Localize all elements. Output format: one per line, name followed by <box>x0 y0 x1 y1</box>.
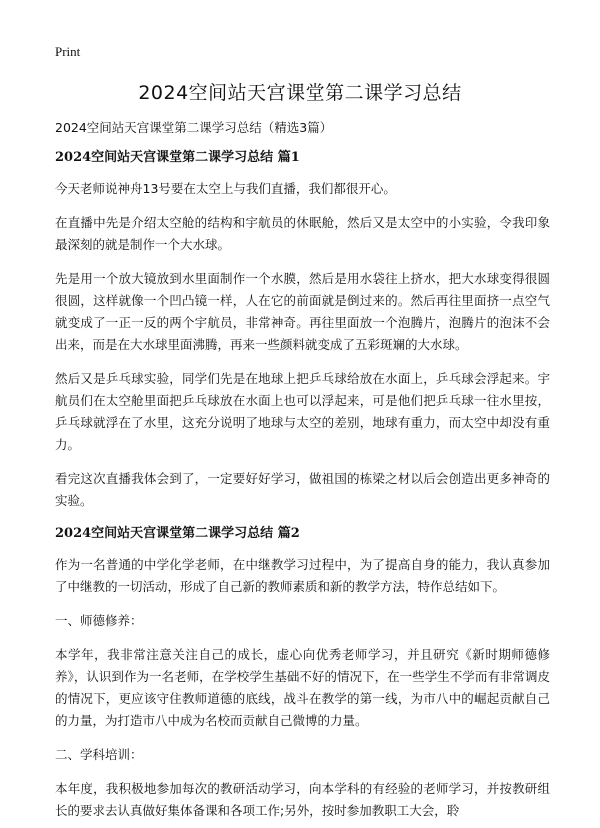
document-body <box>55 118 550 828</box>
page-title: 2024空间站天宫课堂第二课学习总结 <box>138 82 462 104</box>
paragraph: 先是用一个放大镜放到水里面制作一个水膜，然后是用水袋往上挤水，把大水球变得很圆很圆，这样就像一个凹凸镜一样，人在它的前面就是倒过来的。然后再往里面挤一点空气就变成了一正一反的两个宇航员，非常神奇。再往里面放一个泡腾片，泡腾片的泡沫不会出来，而是在大水球里面沸腾，再来一些颜料就变成了五彩斑斓的大水球。 <box>55 271 550 352</box>
print-link[interactable]: Print <box>55 44 81 59</box>
paragraph: 作为一名普通的中学化学老师，在中继教学习过程中，为了提高自身的能力，我认真参加了中继教的一切活动，形成了自己新的教师素质和新的教学方法，特作总结如下。 <box>55 557 550 594</box>
paragraph: 本年度，我积极地参加每次的教研活动学习，向本学科的有经验的老师学习，并按教研组长的要求去认真做好集体备课和各项工作;另外，按时参加教职工大会，聆 <box>55 781 550 818</box>
paragraph: 本学年，我非常注意关注自己的成长，虚心向优秀老师学习，并且研究《新时期师德修养》，认识到作为一名老师，在学校学生基础不好的情况下，在一些学生不学而有非常调皮的情况下，更应该守住教师道德的底线，战斗在教学的第一线，为市八中的崛起贡献自己的力量，为打造市八中成为名校而贡献自己微博的力量。 <box>55 647 550 728</box>
document-subtitle: 2024空间站天宫课堂第二课学习总结（精选3篇） <box>55 120 333 135</box>
paragraph: 今天老师说神舟13号要在太空上与我们直播，我们都很开心。 <box>55 181 396 196</box>
section-heading-1: 2024空间站天宫课堂第二课学习总结 篇1 <box>55 150 300 165</box>
paragraph: 看完这次直播我体会到了，一定要好好学习，做祖国的栋梁之材以后会创造出更多神奇的实验。 <box>55 471 550 508</box>
subsection-label: 二、学科培训： <box>55 747 143 762</box>
paragraph: 然后又是乒乓球实验，同学们先是在地球上把乒乓球给放在水面上，乒乓球会浮起来。宇航员们在太空舱里面把乒乓球放在水面上也可以浮起来，可是他们把乒乓球一往水里按，乒乓球就浮在了水里，这充分说明了地球与太空的差别，地球有重力，而太空中却没有重力。 <box>55 371 550 452</box>
subsection-label: 一、师德修养： <box>55 613 143 628</box>
paragraph: 在直播中先是介绍太空舱的结构和宇航员的休眠舱，然后又是太空中的小实验，令我印象最深刻的就是制作一个大水球。 <box>55 215 550 252</box>
section-heading-2: 2024空间站天宫课堂第二课学习总结 篇2 <box>55 526 300 541</box>
